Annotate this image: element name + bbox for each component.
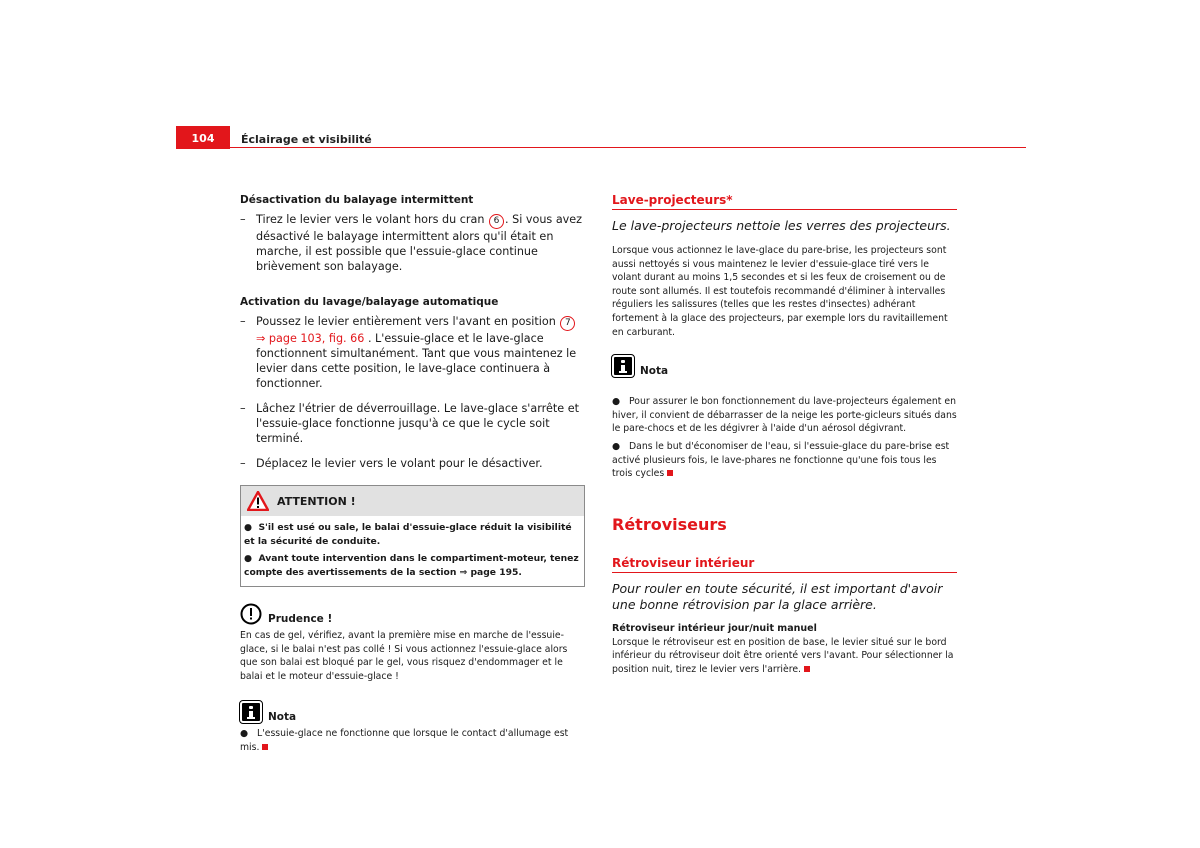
- step-item: [240, 401, 585, 446]
- step-item: [240, 314, 585, 391]
- bullet: ●: [612, 396, 621, 408]
- mirrors-title: Rétroviseurs: [612, 514, 727, 534]
- page-header: [176, 126, 1026, 149]
- left-column: [240, 190, 585, 759]
- step-dash: –: [240, 402, 246, 415]
- caution-header: [240, 603, 585, 625]
- note-item: [240, 727, 585, 754]
- info-icon: [240, 701, 262, 723]
- caution-label: Prudence !: [268, 613, 333, 625]
- step-text: [256, 212, 585, 274]
- note-label: Nota: [268, 711, 297, 724]
- mirror-body-text: Lorsque le rétroviseur est en position de base, le levier situé sur le bord inférieur du rétroviseur doit être orienté vers l'avant. Pour sélectionner la position nuit, tirez le levier vers l'arrière.: [612, 636, 954, 675]
- step-text: Déplacez le levier vers le volant pour le désactiver.: [256, 457, 543, 470]
- bullet: ●: [612, 440, 621, 452]
- attention-body: [241, 516, 584, 586]
- caution-circle-icon: [240, 603, 262, 625]
- attention-box: [240, 485, 585, 587]
- headlamp-body: Lorsque vous actionnez le lave-glace du pare-brise, les projecteurs sont aussi nettoyés si vous maintenez le levier d'essuie-glace tiré vers le volant durant au moins 1,5 secondes et si les feux de croisement ou de route sont allumés. Il est toutefois recommandé d'éliminer à intervalles réguliers les salissures (telles que les restes d'insectes) adhérant fortement à la glace des projecteurs, par exemple lors du ravitaillement en carburant.: [612, 245, 948, 338]
- note-item: [612, 395, 957, 436]
- step-text-part: . L'essuie-glace et le lave-glace fonctionnent simultanément. Tant que vous maintenez le levier dans cette position, le lave-glace continuera à fonctionner.: [256, 332, 577, 390]
- step-text-part: Poussez le levier entièrement vers l'avant en position: [256, 315, 560, 328]
- interior-mirror-title: Rétroviseur intérieur: [612, 556, 957, 573]
- mirror-body: [612, 636, 957, 677]
- header-divider: [230, 147, 1026, 148]
- note-item-text: Dans le but d'économiser de l'eau, si l'essuie-glace du pare-brise est activé plusieurs fois, le lave-phares ne fonctionne qu'une fois tous les trois cycles: [612, 440, 950, 480]
- attention-header: [241, 486, 584, 516]
- headlamp-washer-title: Lave-projecteurs*: [612, 193, 957, 210]
- chapter-title: Éclairage et visibilité: [241, 133, 372, 146]
- bullet: ●: [240, 728, 249, 740]
- caution-text: En cas de gel, vérifiez, avant la première mise en marche de l'essuie-glace, si le balai n'est pas collé ! Si vous actionnez l'essuie-glace alors que son balai est bloqué par le gel, vous risquez d'endommager et le balai et le moteur d'essuie-glace !: [240, 630, 568, 682]
- position-marker: 7: [560, 316, 575, 331]
- step-dash: –: [240, 457, 246, 470]
- note-header: [240, 701, 585, 723]
- auto-wash-heading: Activation du lavage/balayage automatique: [240, 296, 499, 308]
- step-text: Lâchez l'étrier de déverrouillage. Le lave-glace s'arrête et l'essuie-glace fonctionne jusqu'à ce que le cycle soit terminé.: [256, 402, 579, 445]
- end-of-section-mark: [804, 666, 810, 672]
- warning-triangle-icon: [247, 491, 269, 511]
- step-item: [240, 456, 585, 471]
- attention-item: [244, 552, 581, 580]
- note-header: [612, 355, 957, 377]
- step-text-part: Tirez le levier vers le volant hors du cran: [256, 213, 488, 226]
- note-item-text: L'essuie-glace ne fonctionne que lorsque le contact d'allumage est mis.: [240, 728, 569, 753]
- attention-item: [244, 521, 581, 549]
- step-text-part: . Si vous avez désactivé le balayage intermittent alors qu'il était en marche, il est possible que l'essuie-glace continue brièvement son balayage.: [256, 213, 583, 273]
- bullet: ●: [244, 522, 253, 533]
- step-dash: –: [240, 315, 246, 328]
- info-icon: [612, 355, 634, 377]
- step-item: [240, 212, 585, 274]
- page-number: 104: [176, 126, 230, 149]
- mirror-intro: Pour rouler en toute sécurité, il est important d'avoir une bonne rétrovision par la glace arrière.: [612, 580, 943, 612]
- bullet: ●: [244, 553, 253, 564]
- attention-label: ATTENTION !: [277, 494, 356, 508]
- headlamp-intro: Le lave-projecteurs nettoie les verres des projecteurs.: [612, 218, 951, 233]
- manual-mirror-heading: Rétroviseur intérieur jour/nuit manuel: [612, 622, 817, 634]
- position-marker: 6: [489, 214, 504, 229]
- note-label: Nota: [640, 365, 669, 378]
- page-reference-link[interactable]: ⇒ page 103, fig. 66: [256, 332, 365, 345]
- step-text: [256, 314, 585, 391]
- step-dash: –: [240, 213, 246, 226]
- end-of-section-mark: [262, 744, 268, 750]
- attention-item-text: S'il est usé ou sale, le balai d'essuie-glace réduit la visibilité et la sécurité de conduite.: [244, 522, 572, 547]
- right-column: [612, 190, 957, 677]
- note-item: [612, 440, 957, 481]
- end-of-section-mark: [667, 470, 673, 476]
- note-item-text: Pour assurer le bon fonctionnement du lave-projecteurs également en hiver, il convient de débarrasser de la neige les porte-gicleurs situés dans le pare-chocs et de les dégivrer à l'aide d'un aérosol dégivrant.: [612, 396, 957, 435]
- attention-item-text: Avant toute intervention dans le compartiment-moteur, tenez compte des avertissements de la section ⇒ page 195.: [244, 553, 579, 578]
- intermittent-heading: Désactivation du balayage intermittent: [240, 194, 474, 206]
